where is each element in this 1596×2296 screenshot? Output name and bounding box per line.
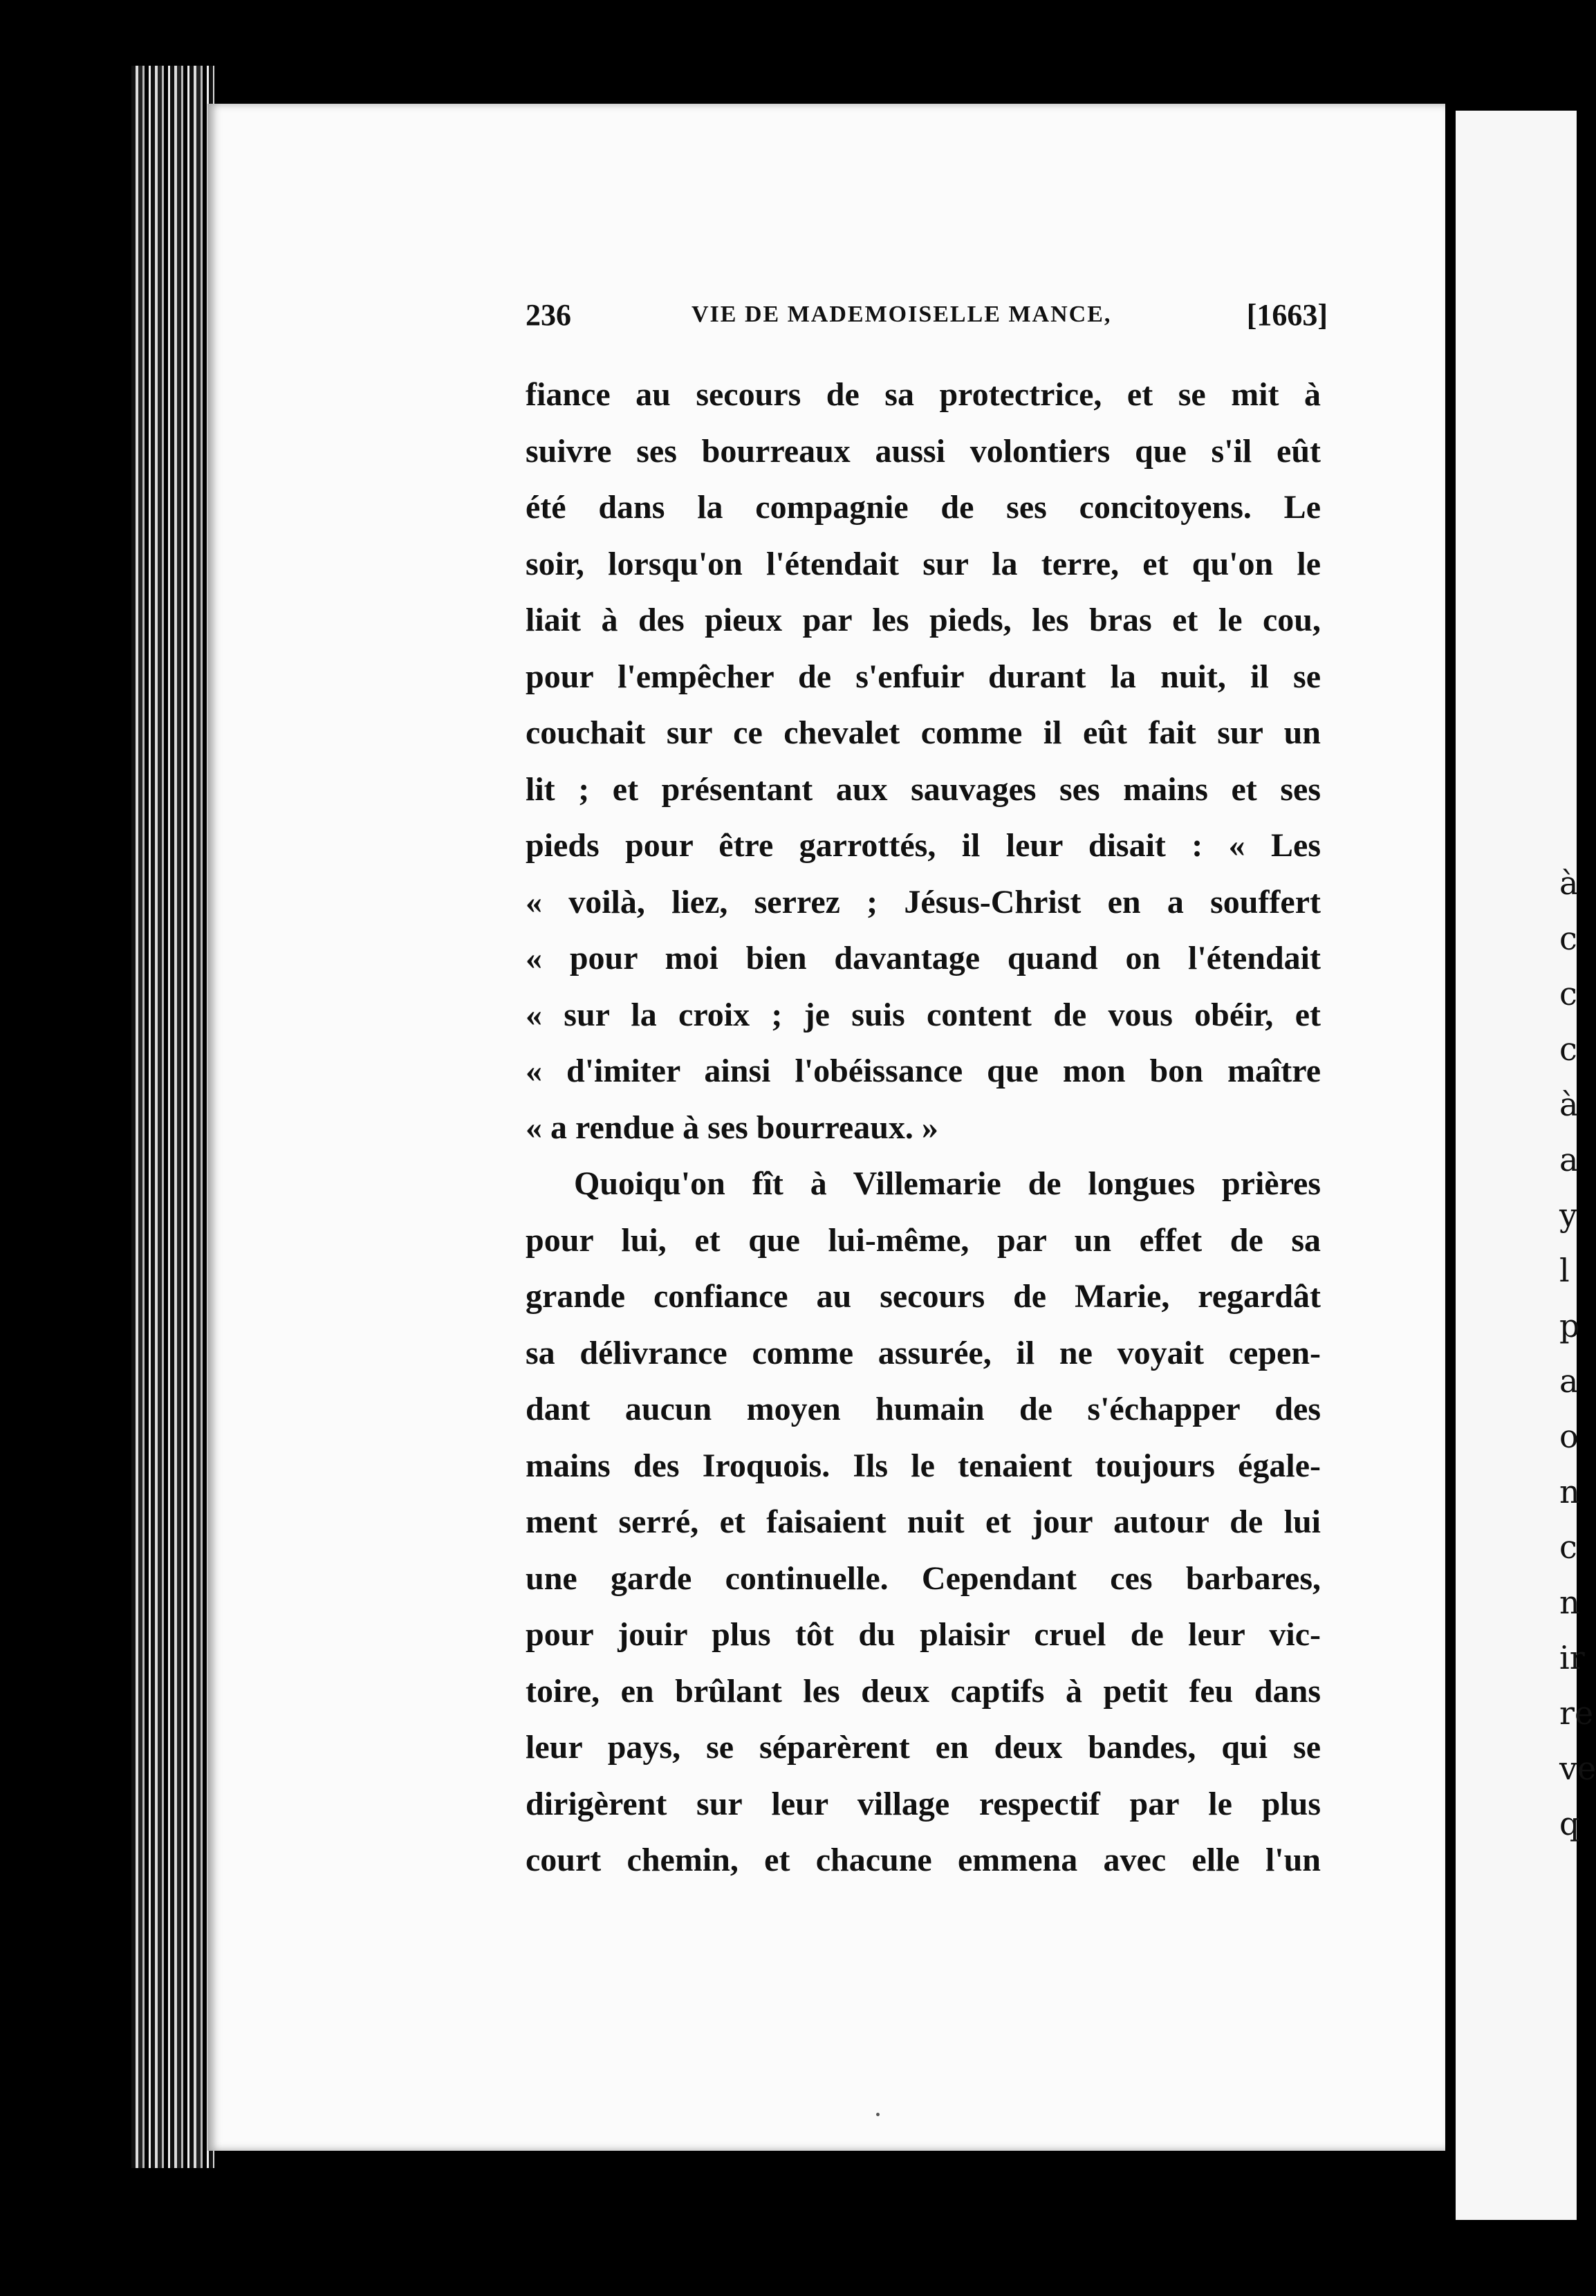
text-line: mains des Iroquois. Ils le tenaient toujours égale-	[526, 1447, 1321, 1484]
adjacent-page-fragment: ve	[1559, 1750, 1596, 1787]
page-number: 236	[526, 298, 571, 332]
adjacent-page-fragment: c	[1559, 1528, 1577, 1566]
text-line: pour jouir plus tôt du plaisir cruel de leur vic-	[526, 1616, 1321, 1653]
adjacent-page-fragment: n	[1559, 1584, 1580, 1621]
text-line: Quoiqu'on fît à Villemarie de longues prières	[574, 1165, 1321, 1202]
adjacent-page-fragment: a	[1559, 1362, 1579, 1400]
adjacent-page-fragment: a	[1559, 1141, 1579, 1178]
text-line: pieds pour être garrottés, il leur disait : « Les	[526, 827, 1321, 864]
text-line: ment serré, et faisaient nuit et jour autour de lui	[526, 1503, 1321, 1540]
text-line: leur pays, se séparèrent en deux bandes, qui se	[526, 1729, 1321, 1766]
text-line: « a rendue à ses bourreaux. »	[526, 1109, 938, 1146]
adjacent-page-fragment: c	[1559, 975, 1577, 1012]
text-line: couchait sur ce chevalet comme il eût fait sur un	[526, 714, 1321, 751]
text-line: une garde continuelle. Cependant ces barbares,	[526, 1559, 1321, 1597]
running-head	[526, 297, 1328, 339]
adjacent-page-fragment: n	[1559, 1473, 1580, 1510]
text-line: court chemin, et chacune emmena avec elle l'un	[526, 1842, 1321, 1878]
text-line: « sur la croix ; je suis content de vous obéir, et	[526, 996, 1321, 1033]
text-line: « pour moi bien davantage quand on l'étendait	[526, 940, 1321, 976]
adjacent-page-fragment: p	[1559, 1307, 1580, 1344]
body-text	[526, 367, 1321, 1889]
text-line: soir, lorsqu'on l'étendait sur la terre, et qu'on le	[526, 545, 1321, 582]
text-line: grande confiance au secours de Marie, regardât	[526, 1278, 1321, 1315]
adjacent-page-fragment: q	[1559, 1805, 1580, 1842]
ink-speck	[876, 2113, 880, 2116]
text-line: suivre ses bourreaux aussi volontiers que s'il eût	[526, 432, 1321, 470]
running-title: VIE DE MADEMOISELLE MANCE,	[692, 302, 1112, 327]
text-line: « d'imiter ainsi l'obéissance que mon bon maître	[526, 1053, 1321, 1089]
text-line: sa délivrance comme assurée, il ne voyait cepen-	[526, 1334, 1321, 1371]
text-line: dant aucun moyen humain de s'échapper des	[526, 1391, 1321, 1427]
adjacent-page-fragment: o	[1559, 1418, 1579, 1455]
adjacent-page-fragment: c	[1559, 1030, 1577, 1068]
text-line: lit ; et présentant aux sauvages ses mains et ses	[526, 770, 1321, 808]
adjacent-page	[1456, 111, 1596, 2220]
text-line: liait à des pieux par les pieds, les bras et le cou,	[526, 602, 1321, 638]
adjacent-page-fragment: l	[1559, 1252, 1570, 1289]
text-line: pour lui, et que lui-même, par un effet de sa	[526, 1221, 1321, 1259]
text-line: été dans la compagnie de ses concitoyens. Le	[526, 489, 1321, 526]
text-line: dirigèrent sur leur village respectif par le plus	[526, 1785, 1321, 1822]
book-edge	[131, 66, 214, 2168]
text-line: pour l'empêcher de s'enfuir durant la nuit, il se	[526, 658, 1321, 695]
text-line: toire, en brûlant les deux captifs à petit feu dans	[526, 1672, 1321, 1710]
adjacent-page-fragment: c	[1559, 920, 1577, 957]
adjacent-page-fragment: ir	[1559, 1639, 1585, 1676]
running-year: [1663]	[1246, 298, 1328, 332]
adjacent-page-fragment: y	[1559, 1196, 1577, 1234]
adjacent-page-fragment: re	[1559, 1694, 1594, 1732]
adjacent-page-fragment: à	[1559, 1086, 1579, 1123]
adjacent-page-fragment: à	[1559, 864, 1579, 902]
text-line: fiance au secours de sa protectrice, et se mit à	[526, 376, 1321, 413]
text-line: « voilà, liez, serrez ; Jésus-Christ en a souffert	[526, 883, 1321, 920]
